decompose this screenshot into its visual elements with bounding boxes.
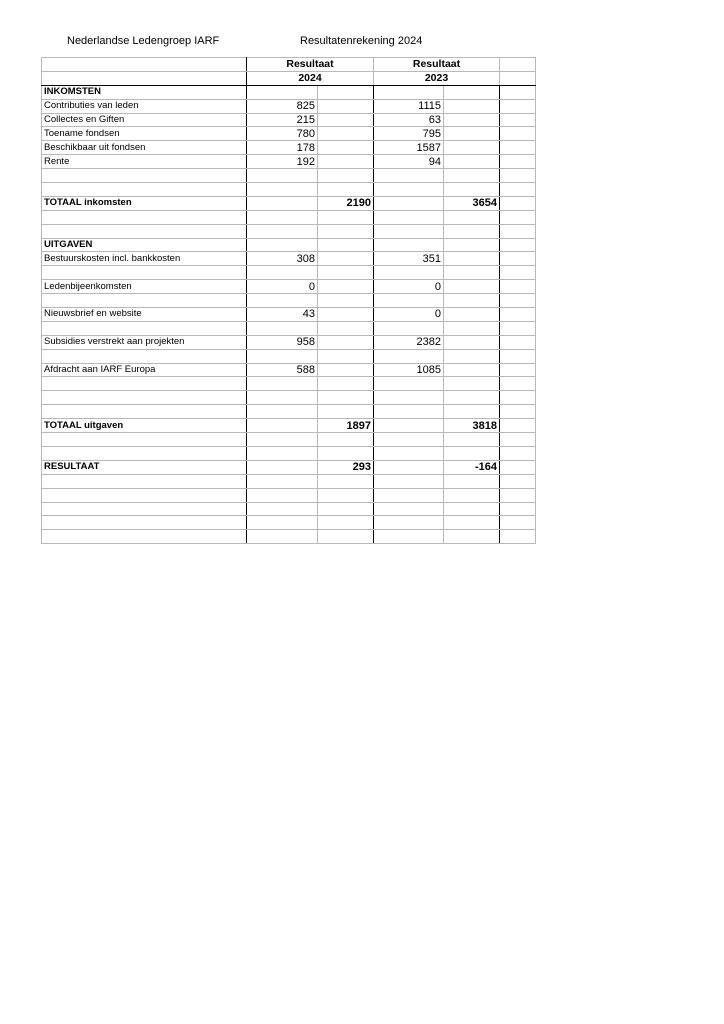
row-label: Nieuwsbrief en website	[42, 308, 247, 322]
income-statement-table	[41, 57, 536, 544]
previous-year-total	[444, 280, 500, 294]
row-label	[42, 405, 247, 419]
previous-year-amount	[374, 502, 444, 516]
extra-cell	[500, 127, 536, 141]
previous-year-amount: 1085	[374, 363, 444, 377]
row-label: Contributies van leden	[42, 99, 247, 113]
extra-cell	[500, 433, 536, 447]
current-year-total	[318, 127, 374, 141]
previous-year-total	[444, 446, 500, 460]
extra-cell	[500, 363, 536, 377]
previous-year-amount: 63	[374, 113, 444, 127]
previous-year-total	[444, 183, 500, 197]
table-row	[42, 488, 536, 502]
current-year-total	[318, 113, 374, 127]
previous-year-total	[444, 321, 500, 335]
table-row	[42, 349, 536, 363]
table-row	[42, 335, 536, 349]
table-row	[42, 308, 536, 322]
table-row	[42, 210, 536, 224]
extra-cell	[500, 308, 536, 322]
previous-year-amount	[374, 433, 444, 447]
previous-year-amount	[374, 266, 444, 280]
table-row	[42, 530, 536, 544]
current-year-total	[318, 349, 374, 363]
previous-year-total	[444, 308, 500, 322]
row-label	[42, 183, 247, 197]
previous-year-total	[444, 155, 500, 169]
row-label: UITGAVEN	[42, 238, 247, 252]
previous-year-amount	[374, 321, 444, 335]
previous-year-total	[444, 113, 500, 127]
previous-year-amount	[374, 474, 444, 488]
extra-cell	[500, 460, 536, 474]
header-result-previous: Resultaat	[374, 58, 500, 72]
previous-year-amount	[374, 516, 444, 530]
row-label	[42, 474, 247, 488]
current-year-total	[318, 405, 374, 419]
current-year-total	[318, 474, 374, 488]
previous-year-amount: 351	[374, 252, 444, 266]
current-year-total	[318, 335, 374, 349]
current-year-total	[318, 210, 374, 224]
previous-year-total	[444, 238, 500, 252]
previous-year-total	[444, 377, 500, 391]
current-year-amount: 43	[247, 308, 318, 322]
column-header-row	[42, 58, 536, 72]
row-label	[42, 530, 247, 544]
current-year-amount: 588	[247, 363, 318, 377]
previous-year-amount	[374, 294, 444, 308]
table-row	[42, 252, 536, 266]
current-year-amount	[247, 349, 318, 363]
current-year-amount: 215	[247, 113, 318, 127]
row-label: Toename fondsen	[42, 127, 247, 141]
extra-cell	[500, 85, 536, 99]
previous-year-total	[444, 210, 500, 224]
current-year-amount: 308	[247, 252, 318, 266]
previous-year-total	[444, 266, 500, 280]
table-row	[42, 99, 536, 113]
current-year-amount	[247, 530, 318, 544]
table-row	[42, 377, 536, 391]
previous-year-total	[444, 99, 500, 113]
row-label: Ledenbijeenkomsten	[42, 280, 247, 294]
current-year-amount: 958	[247, 335, 318, 349]
previous-year-amount	[374, 419, 444, 433]
previous-year-amount	[374, 377, 444, 391]
previous-year-total	[444, 141, 500, 155]
extra-cell	[500, 349, 536, 363]
current-year-amount	[247, 321, 318, 335]
previous-year-amount	[374, 460, 444, 474]
table-row	[42, 363, 536, 377]
extra-cell	[500, 391, 536, 405]
previous-year-total: 3818	[444, 419, 500, 433]
table-row	[42, 113, 536, 127]
extra-cell	[500, 169, 536, 183]
table-row	[42, 460, 536, 474]
current-year-amount	[247, 169, 318, 183]
current-year-total	[318, 141, 374, 155]
previous-year-amount: 0	[374, 280, 444, 294]
previous-year-total	[444, 252, 500, 266]
previous-year-amount	[374, 530, 444, 544]
current-year-total: 293	[318, 460, 374, 474]
current-year-amount	[247, 210, 318, 224]
current-year-total: 2190	[318, 196, 374, 210]
previous-year-total	[444, 224, 500, 238]
current-year-total	[318, 363, 374, 377]
table-row	[42, 321, 536, 335]
extra-cell	[500, 155, 536, 169]
table-row	[42, 280, 536, 294]
table-row	[42, 85, 536, 99]
extra-cell	[500, 183, 536, 197]
row-label	[42, 210, 247, 224]
previous-year-total	[444, 85, 500, 99]
row-label	[42, 169, 247, 183]
row-label: Subsidies verstrekt aan projekten	[42, 335, 247, 349]
previous-year-total	[444, 294, 500, 308]
row-label	[42, 502, 247, 516]
extra-cell	[500, 141, 536, 155]
extra-cell	[500, 377, 536, 391]
row-label: INKOMSTEN	[42, 85, 247, 99]
current-year-amount	[247, 474, 318, 488]
table-row	[42, 183, 536, 197]
current-year-amount	[247, 238, 318, 252]
current-year-amount	[247, 183, 318, 197]
row-label: RESULTAAT	[42, 460, 247, 474]
current-year-total	[318, 502, 374, 516]
header-result-current: Resultaat	[247, 58, 374, 72]
previous-year-amount	[374, 238, 444, 252]
table-row	[42, 433, 536, 447]
previous-year-amount	[374, 85, 444, 99]
previous-year-amount	[374, 169, 444, 183]
current-year-amount	[247, 85, 318, 99]
current-year-total	[318, 169, 374, 183]
previous-year-amount: 795	[374, 127, 444, 141]
row-label	[42, 266, 247, 280]
table-row	[42, 196, 536, 210]
previous-year-total	[444, 127, 500, 141]
extra-cell	[500, 446, 536, 460]
row-label: Rente	[42, 155, 247, 169]
previous-year-total	[444, 405, 500, 419]
organization-name: Nederlandse Ledengroep IARF	[67, 35, 220, 47]
previous-year-amount	[374, 183, 444, 197]
table-row	[42, 266, 536, 280]
current-year-amount	[247, 405, 318, 419]
previous-year-total	[444, 502, 500, 516]
previous-year-total: -164	[444, 460, 500, 474]
table-row	[42, 155, 536, 169]
extra-cell	[500, 252, 536, 266]
header-year-previous: 2023	[374, 71, 500, 85]
row-label	[42, 349, 247, 363]
current-year-total	[318, 183, 374, 197]
extra-cell	[500, 335, 536, 349]
table-row	[42, 516, 536, 530]
previous-year-amount: 0	[374, 308, 444, 322]
current-year-amount: 825	[247, 99, 318, 113]
previous-year-amount	[374, 488, 444, 502]
previous-year-total	[444, 433, 500, 447]
row-label: TOTAAL inkomsten	[42, 196, 247, 210]
extra-cell	[500, 238, 536, 252]
row-label: Beschikbaar uit fondsen	[42, 141, 247, 155]
previous-year-amount	[374, 391, 444, 405]
table-row	[42, 405, 536, 419]
table-row	[42, 127, 536, 141]
previous-year-total	[444, 474, 500, 488]
current-year-amount: 192	[247, 155, 318, 169]
table-row	[42, 141, 536, 155]
extra-cell	[500, 266, 536, 280]
previous-year-amount	[374, 210, 444, 224]
header-empty-cell	[42, 58, 247, 72]
table-row	[42, 238, 536, 252]
current-year-total	[318, 377, 374, 391]
current-year-amount	[247, 196, 318, 210]
row-label	[42, 433, 247, 447]
row-label: TOTAAL uitgaven	[42, 419, 247, 433]
table-row	[42, 391, 536, 405]
previous-year-total	[444, 363, 500, 377]
current-year-total	[318, 85, 374, 99]
current-year-total	[318, 224, 374, 238]
row-label	[42, 391, 247, 405]
previous-year-amount: 2382	[374, 335, 444, 349]
extra-cell	[500, 502, 536, 516]
header-empty-cell	[42, 71, 247, 85]
row-label	[42, 224, 247, 238]
extra-cell	[500, 530, 536, 544]
previous-year-amount: 1587	[374, 141, 444, 155]
previous-year-total	[444, 530, 500, 544]
document-title: Resultatenrekening 2024	[300, 35, 423, 47]
current-year-amount	[247, 502, 318, 516]
current-year-total	[318, 266, 374, 280]
current-year-total	[318, 321, 374, 335]
row-label: Afdracht aan IARF Europa	[42, 363, 247, 377]
table-row	[42, 502, 536, 516]
header-extra-cell	[500, 71, 536, 85]
current-year-total	[318, 446, 374, 460]
current-year-amount	[247, 391, 318, 405]
table-row	[42, 446, 536, 460]
current-year-amount	[247, 488, 318, 502]
current-year-total	[318, 391, 374, 405]
current-year-amount	[247, 446, 318, 460]
table-row	[42, 294, 536, 308]
header-extra-cell	[500, 58, 536, 72]
row-label	[42, 446, 247, 460]
row-label	[42, 377, 247, 391]
previous-year-total	[444, 169, 500, 183]
column-year-row	[42, 71, 536, 85]
previous-year-total	[444, 335, 500, 349]
previous-year-amount: 94	[374, 155, 444, 169]
extra-cell	[500, 488, 536, 502]
row-label	[42, 488, 247, 502]
current-year-amount	[247, 294, 318, 308]
extra-cell	[500, 99, 536, 113]
current-year-amount	[247, 419, 318, 433]
header-year-current: 2024	[247, 71, 374, 85]
extra-cell	[500, 294, 536, 308]
previous-year-total	[444, 516, 500, 530]
current-year-total	[318, 488, 374, 502]
extra-cell	[500, 321, 536, 335]
previous-year-total: 3654	[444, 196, 500, 210]
current-year-total: 1897	[318, 419, 374, 433]
extra-cell	[500, 224, 536, 238]
row-label: Collectes en Giften	[42, 113, 247, 127]
current-year-amount	[247, 460, 318, 474]
current-year-amount: 780	[247, 127, 318, 141]
table-row	[42, 169, 536, 183]
extra-cell	[500, 113, 536, 127]
row-label	[42, 294, 247, 308]
current-year-total	[318, 433, 374, 447]
previous-year-total	[444, 391, 500, 405]
current-year-total	[318, 238, 374, 252]
current-year-amount	[247, 377, 318, 391]
table-row	[42, 474, 536, 488]
current-year-total	[318, 308, 374, 322]
table-row	[42, 224, 536, 238]
current-year-total	[318, 294, 374, 308]
previous-year-amount: 1115	[374, 99, 444, 113]
extra-cell	[500, 196, 536, 210]
previous-year-amount	[374, 446, 444, 460]
current-year-amount	[247, 516, 318, 530]
previous-year-total	[444, 349, 500, 363]
row-label	[42, 321, 247, 335]
current-year-amount: 178	[247, 141, 318, 155]
current-year-amount	[247, 433, 318, 447]
extra-cell	[500, 405, 536, 419]
previous-year-amount	[374, 224, 444, 238]
current-year-total	[318, 99, 374, 113]
extra-cell	[500, 474, 536, 488]
current-year-total	[318, 530, 374, 544]
extra-cell	[500, 210, 536, 224]
table-row	[42, 419, 536, 433]
current-year-total	[318, 155, 374, 169]
current-year-total	[318, 280, 374, 294]
previous-year-total	[444, 488, 500, 502]
extra-cell	[500, 516, 536, 530]
extra-cell	[500, 280, 536, 294]
current-year-amount	[247, 266, 318, 280]
previous-year-amount	[374, 196, 444, 210]
row-label	[42, 516, 247, 530]
current-year-amount	[247, 224, 318, 238]
current-year-total	[318, 516, 374, 530]
previous-year-amount	[374, 349, 444, 363]
previous-year-amount	[374, 405, 444, 419]
extra-cell	[500, 419, 536, 433]
current-year-total	[318, 252, 374, 266]
row-label: Bestuurskosten incl. bankkosten	[42, 252, 247, 266]
current-year-amount: 0	[247, 280, 318, 294]
